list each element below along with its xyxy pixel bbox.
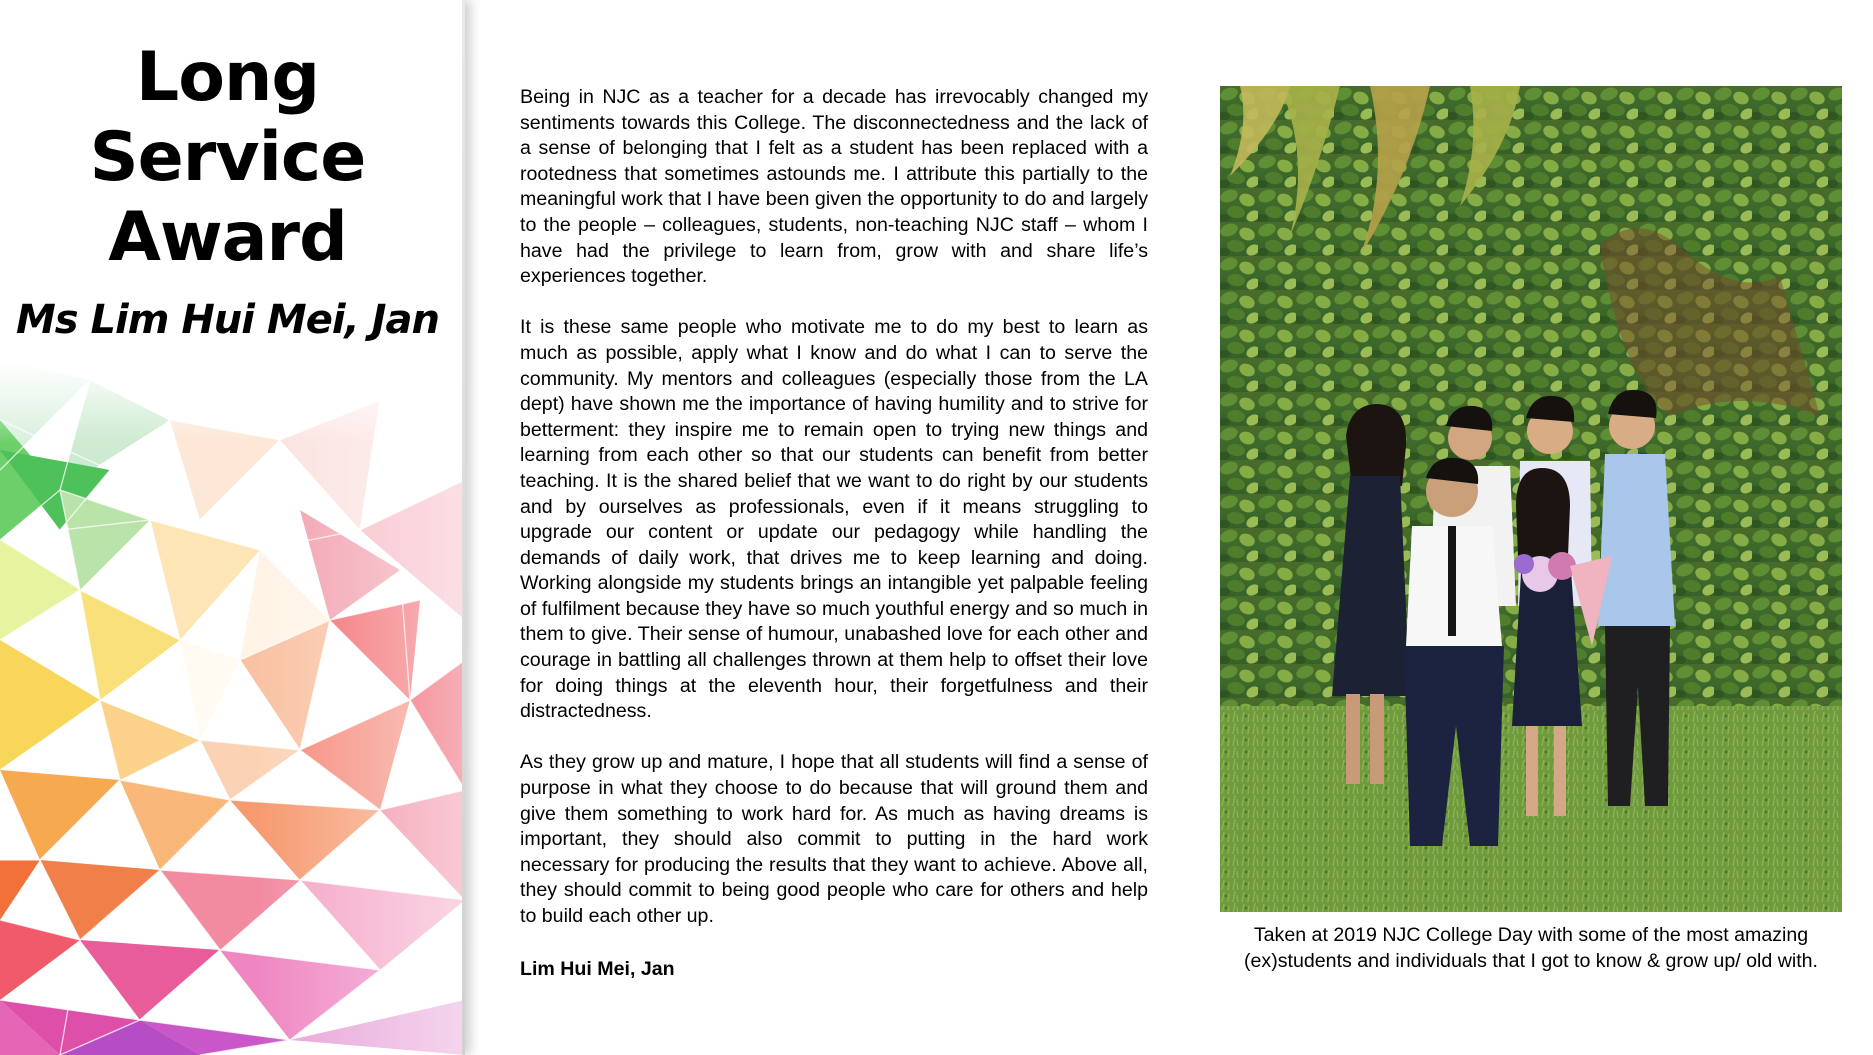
photo-caption-line1: Taken at 2019 NJC College Day with some of the most amazing bbox=[1253, 924, 1809, 946]
letter-paragraph-2: It is these same people who motivate me to do my best to learn as much as possible, apply what I know and do what I can to serve the community. My mentors and colleagues (especially those from the LA dept) have shown me the importance of having humility and to strive for betterment: they inspire me to remain open to trying new things and learning from each other so that our students can benefit from better teaching. It is the shared belief that we want to do right by our students and by ourselves as professionals, even if it means struggling to upgrade our content or update our pedagogy while handling the demands of daily work, that drives me to keep learning and doing. Working alongside my students brings an intangible yet palpable feeling of fulfilment because they have so much youthful energy and so much in them to give. Their sense of humour, unabashed love for each other and courage in battling all challenges thrown at them help to offset their love for doing things at the eleventh hour, their forgetfulness and their distractedness. bbox=[520, 316, 1148, 723]
left-panel bbox=[0, 0, 465, 1055]
award-title-line1: Long Service bbox=[89, 38, 366, 197]
group-photo bbox=[1220, 86, 1842, 912]
group-photo-image bbox=[1220, 86, 1842, 912]
signature: Lim Hui Mei, Jan bbox=[520, 958, 675, 980]
award-title bbox=[0, 38, 455, 278]
letter-paragraph-1: Being in NJC as a teacher for a decade has irrevocably changed my sentiments towards this College. The disconnectedness and the lack of a sense of belonging that I felt as a student has been replaced with a rootedness that sometimes astounds me. I attribute this partially to the meaningful work that I have been given the opportunity to do and largely to the people – colleagues, students, non-teaching NJC staff – whom I have had the privilege to learn from, grow with and share life’s experiences together. bbox=[520, 86, 1148, 288]
award-title-line2: Award bbox=[108, 198, 347, 277]
recipient-name: Ms Lim Hui Mei, Jan bbox=[15, 297, 440, 343]
photo-caption bbox=[1210, 922, 1852, 974]
photo-caption-line2: (ex)students and individuals that I got to know & grow up/ old with. bbox=[1244, 950, 1818, 972]
letter-body bbox=[520, 85, 1148, 955]
polygon-art-decoration bbox=[0, 360, 465, 1055]
letter-paragraph-3: As they grow up and mature, I hope that all students will find a sense of purpose in what they choose to do because that will ground them and give them something to work hard for. As much as having dreams is important, they should also commit to putting in the hard work necessary for producing the results that they want to achieve. Above all, they should commit to being good people who care for others and help to build each other up. bbox=[520, 751, 1148, 927]
